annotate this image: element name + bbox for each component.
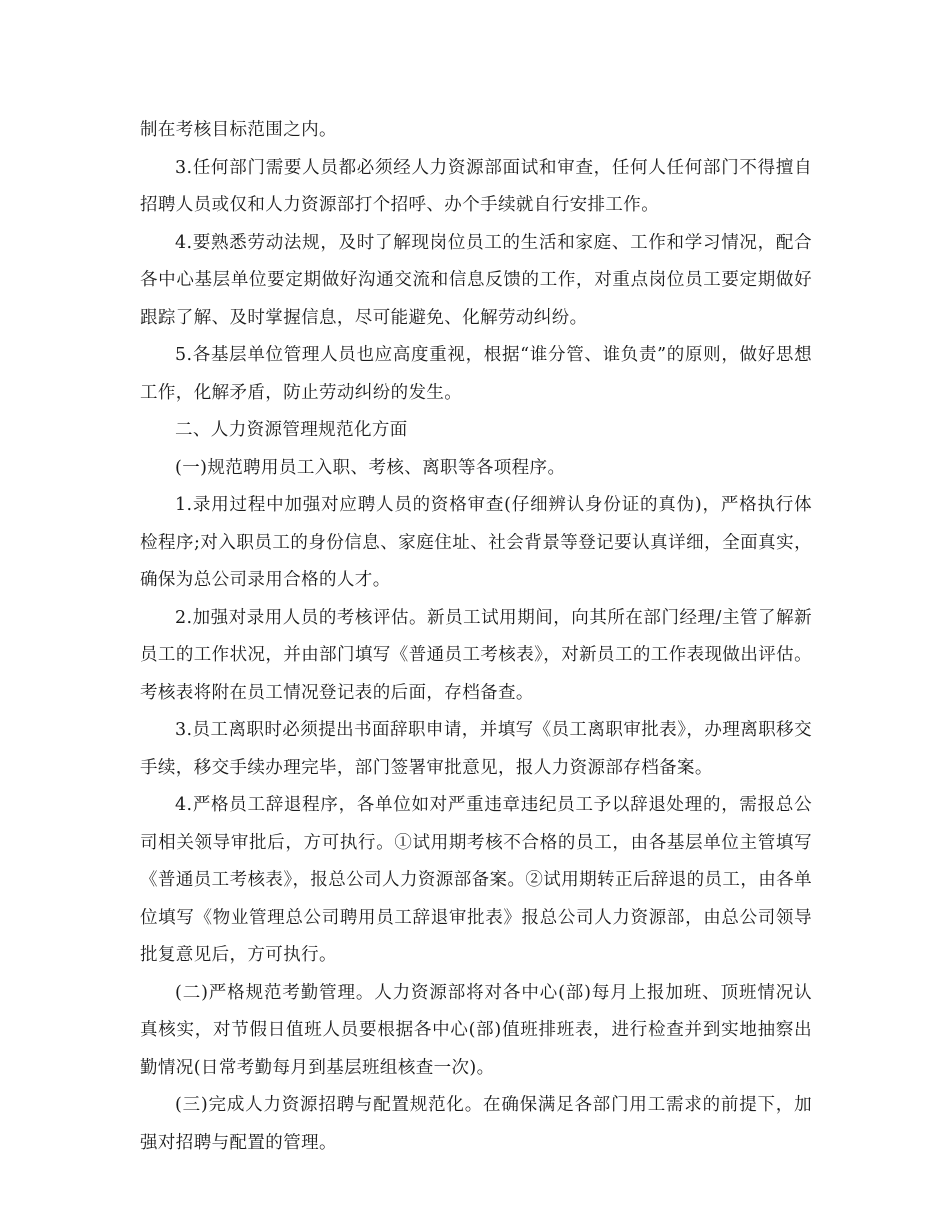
paragraph-item-4-labor-law: 4.要熟悉劳动法规，及时了解现岗位员工的生活和家庭、工作和学习情况，配合各中心基层单位要定期做好沟通交流和信息反馈的工作，对重点岗位员工要定期做好跟踪了解、及时掌握信息，尽可能避免、化解劳动纠纷。 <box>140 232 812 328</box>
paragraph-item-3-interview: 3.任何部门需要人员都必须经人力资源部面试和审查，任何人任何部门不得擅自招聘人员或仅和人力资源部打个招呼、办个手续就自行安排工作。 <box>140 157 812 215</box>
paragraph-item-3-resignation: 3.员工离职时必须提出书面辞职申请，并填写《员工离职审批表》，办理离职移交手续，移交手续办理完毕，部门签署审批意见，报人力资源部存档备案。 <box>140 720 812 778</box>
paragraph-item-4-dismissal: 4.严格员工辞退程序，各单位如对严重违章违纪员工予以辞退处理的，需报总公司相关领导审批后，方可执行。①试用期考核不合格的员工，由各基层单位主管填写《普通员工考核表》，报总公司人力资源部备案。②试用期转正后辞退的员工，由各单位填写《物业管理总公司聘用员工辞退审批表》报总公司人力资源部，由总公司领导批复意见后，方可执行。 <box>140 795 812 965</box>
paragraph-continuation: 制在考核目标范围之内。 <box>140 120 337 140</box>
document-body <box>140 112 812 1162</box>
paragraph-item-5-managers: 5.各基层单位管理人员也应高度重视，根据“谁分管、谁负责”的原则，做好思想工作，化解矛盾，防止劳动纠纷的发生。 <box>140 345 812 403</box>
paragraph-item-1-hiring: 1.录用过程中加强对应聘人员的资格审查(仔细辨认身份证的真伪)，严格执行体检程序;对入职员工的身份信息、家庭住址、社会背景等登记要认真详细，全面真实，确保为总公司录用合格的人才。 <box>140 495 812 590</box>
subsection-heading-2-attendance: (二)严格规范考勤管理。人力资源部将对各中心(部)每月上报加班、顶班情况认真核实，对节假日值班人员要根据各中心(部)值班排班表，进行检查并到实地抽察出勤情况(日常考勤每月到基层班组核查一次)。 <box>140 982 812 1078</box>
paragraph-item-2-evaluation: 2.加强对录用人员的考核评估。新员工试用期间，向其所在部门经理/主管了解新员工的工作状况，并由部门填写《普通员工考核表》，对新员工的工作表现做出评估。考核表将附在员工情况登记表的后面，存档备查。 <box>140 607 812 703</box>
subsection-heading-1: (一)规范聘用员工入职、考核、离职等各项程序。 <box>175 457 566 478</box>
subsection-heading-3-recruitment: (三)完成人力资源招聘与配置规范化。在确保满足各部门用工需求的前提下，加强对招聘与配置的管理。 <box>140 1095 812 1153</box>
section-heading-2: 二、人力资源管理规范化方面 <box>175 420 408 440</box>
